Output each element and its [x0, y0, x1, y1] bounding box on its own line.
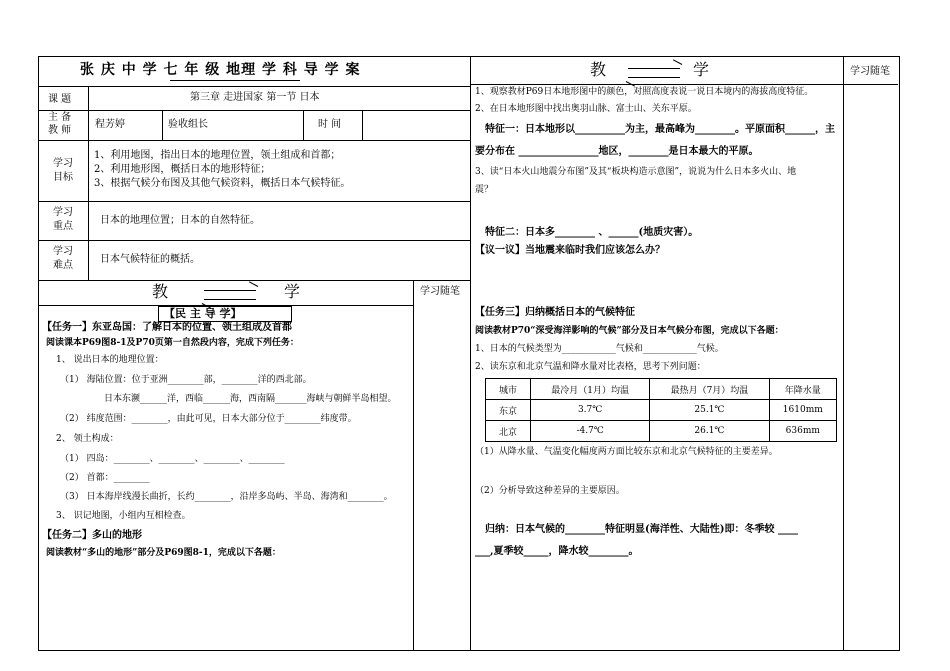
task1-instr: 阅读课本P69图8-1及P70页第一自然段内容，完成下列任务： — [46, 338, 299, 348]
topic-label: 课 题 — [48, 94, 72, 105]
diff-label-2: 难点 — [53, 260, 73, 271]
table-cell: 26.1℃ — [650, 421, 769, 442]
c2-2: （2）分析导致这种差异的主要原因。 — [475, 486, 625, 496]
r3-b: 震？ — [475, 185, 494, 195]
table-row — [486, 421, 837, 442]
r1: 1、观察教材P69日本地形图中的颜色，对照高度表说一说日本境内的海拔高度特征。 — [475, 87, 814, 97]
key-label-2: 重点 — [53, 221, 73, 232]
page-frame — [38, 56, 900, 651]
section-title: 【民 主 导 学】 — [164, 307, 242, 320]
key-label: 学习 — [53, 207, 73, 218]
table-row — [486, 400, 837, 421]
table-cell: -4.7℃ — [531, 421, 650, 442]
task1-title: 【任务一】东亚岛国：了解日本的位置、领土组成及首都 — [42, 322, 292, 333]
page-title: 张 庆 中 学 七 年 级 地理 学 科 导 学 案 — [80, 62, 361, 78]
task3-title: 【任务三】归纳概括日本的气候特征 — [475, 307, 635, 318]
q2-2: （2） 首都：________ — [60, 473, 150, 483]
goals-label-2: 目标 — [53, 172, 73, 183]
teach-label-left: 教 — [152, 282, 169, 301]
discuss: 【议一议】当地震来临时我们应该怎么办？ — [475, 245, 665, 256]
learn-label-right: 学 — [693, 60, 710, 79]
q1-1: （1） 海陆位置：位于亚洲________部，________洋的西北部。 — [60, 375, 312, 385]
task2-title: 【任务二】多山的地形 — [42, 530, 142, 541]
teach-label-right: 教 — [590, 60, 607, 79]
double-arrow-icon — [204, 290, 256, 300]
goal-2: 2、利用地形图，概括日本的地形特征； — [94, 164, 271, 175]
table-header-cell: 城市 — [486, 379, 531, 400]
table-cell: 东京 — [486, 400, 531, 421]
c1: 1、日本的气候类型为____________气候和____________气候。 — [475, 344, 724, 354]
table-cell: 25.1℃ — [650, 400, 769, 421]
q2-3: （3） 日本海岸线漫长曲折，长约________，沿岸多岛屿、半岛、海湾和________。 — [60, 492, 393, 502]
q1-2: （2） 纬度范围：________，由此可见，日本大部分位于________纬度带。 — [60, 414, 357, 424]
time-label: 时 间 — [318, 119, 342, 130]
table-header-cell: 年降水量 — [769, 379, 836, 400]
goals-label: 学习 — [53, 158, 73, 169]
q2: 2、 领土构成： — [56, 434, 119, 444]
q2-1: （1） 四岛：________、________、________、________ — [60, 454, 285, 464]
table-cell: 北京 — [486, 421, 531, 442]
title-underline — [170, 80, 300, 81]
table-cell: 636mm — [769, 421, 836, 442]
task3-instr: 阅读教材P70“深受海洋影响的气候”部分及日本气候分布图，完成以下各题： — [475, 326, 784, 336]
notes-label-right: 学习随笔 — [850, 66, 890, 77]
diff-label: 学习 — [53, 246, 73, 257]
feature1-a: 特征一：日本地形以__________为主，最高峰为________。平原面积______，主 — [485, 124, 835, 135]
diff-value: 日本气候特征的概括。 — [100, 254, 200, 265]
learn-label-left: 学 — [284, 282, 301, 301]
q3: 3、 识记地图，小组内互相检查。 — [56, 511, 191, 521]
summary-b: ___,夏季较_____，降水较________。 — [475, 546, 639, 557]
teacher-label: 主 备 — [48, 112, 72, 123]
goal-1: 1、利用地图，指出日本的地理位置，领土组成和首都； — [94, 150, 341, 161]
feature1-b: 要分布在 ________________地区，________是日本最大的平原。 — [475, 146, 759, 157]
section-title-box — [158, 306, 292, 322]
key-value: 日本的地理位置；日本的自然特征。 — [100, 215, 260, 226]
task2-instr: 阅读教材“多山的地形”部分及P69图8-1，完成以下各题： — [46, 548, 281, 558]
feature2: 特征二：日本多________ 、______(地质灾害）。 — [485, 227, 699, 238]
c2: 2、读东京和北京气温和降水量对比表格，思考下列问题： — [475, 362, 706, 372]
q1-1b: 日本东濒______洋，西临______海，西南隔_______海峡与朝鲜半岛相望。 — [104, 394, 397, 404]
double-arrow-icon-right — [628, 68, 680, 78]
teacher-label-2: 教 师 — [48, 125, 72, 136]
table-cell: 1610mm — [769, 400, 836, 421]
notes-label-left: 学习随笔 — [420, 286, 460, 297]
table-header-cell: 最冷月（1月）均温 — [531, 379, 650, 400]
reviewer-label: 验收组长 — [168, 119, 208, 130]
divider-left-right — [470, 56, 471, 650]
table-cell: 3.7℃ — [531, 400, 650, 421]
teacher-name: 程芳婷 — [95, 119, 125, 130]
table-header-cell: 最热月（7月）均温 — [650, 379, 769, 400]
divider-left-notes — [413, 280, 414, 650]
summary-a: 归纳：日本气候的________特征明显(海洋性、大陆性)即：冬季较 ____ — [485, 524, 798, 535]
divider-right-notes — [843, 56, 844, 650]
c2-1: （1）从降水量、气温变化幅度两方面比较东京和北京气候特征的主要差异。 — [475, 447, 778, 457]
r2: 2、在日本地形图中找出奥羽山脉、富士山、关东平原。 — [475, 104, 697, 114]
r3-a: 3、读“日本火山地震分布图”及其“板块构造示意图”，说说为什么日本多火山、地 — [475, 167, 797, 177]
table-header-row — [486, 379, 837, 400]
topic-value: 第三章 走进国家 第一节 日本 — [190, 92, 320, 103]
climate-table — [485, 378, 837, 442]
q1: 1、 说出日本的地理位置： — [56, 355, 164, 365]
goal-3: 3、根据气候分布图及其他气候资料，概括日本气候特征。 — [94, 178, 351, 189]
